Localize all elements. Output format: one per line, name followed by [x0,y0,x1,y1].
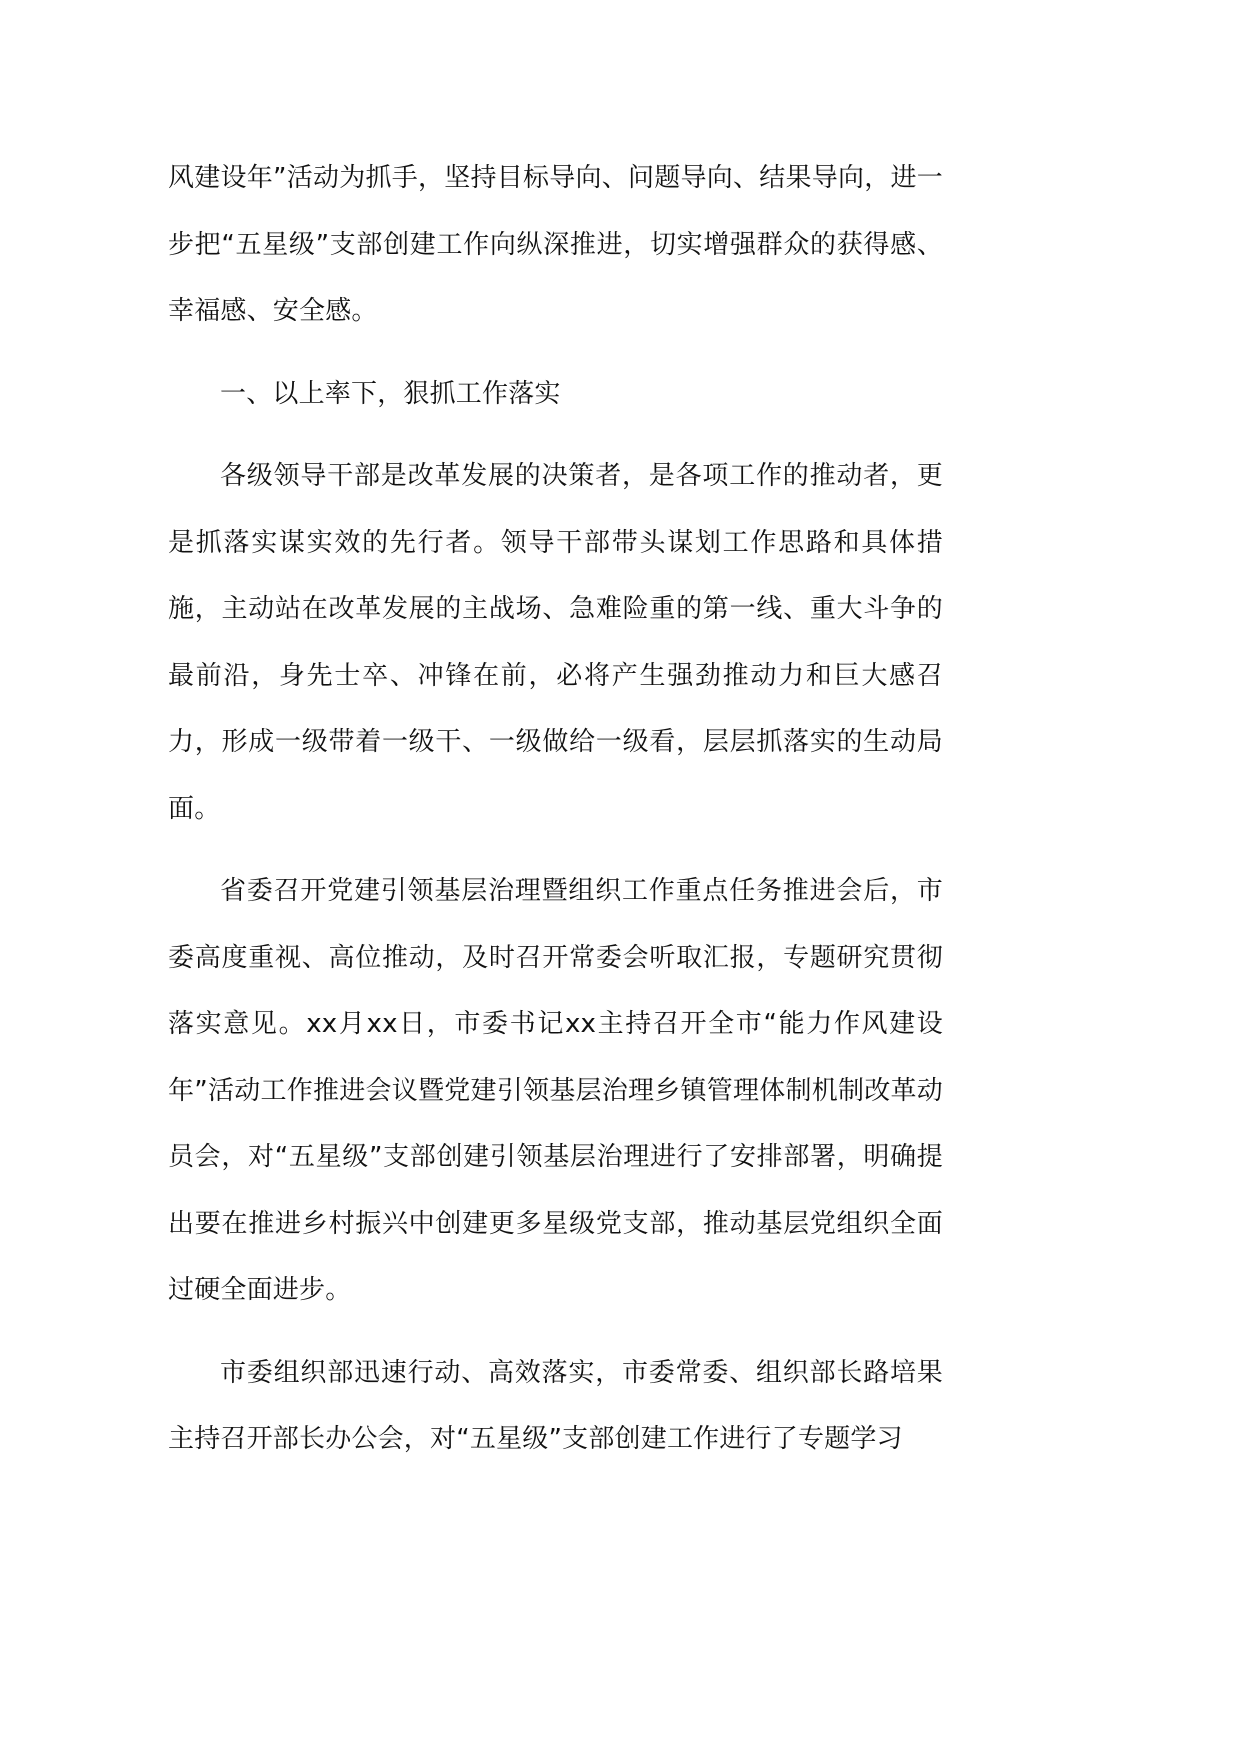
paragraph-provincial-meeting: 省委召开党建引领基层治理暨组织工作重点任务推进会后，市委高度重视、高位推动，及时召开常委会听取汇报，专题研究贯彻落实意见。xx月xx日，市委书记xx主持召开全市“能力作风建设年”活动工作推进会议暨党建引领基层治理乡镇管理体制机制改革动员会，对“五星级”支部创建引领基层治理进行了安排部署，明确提出要在推进乡村振兴中创建更多星级党支部，推动基层党组织全面过硬全面进步。 [168,876,943,1305]
paragraph-continuation: 风建设年”活动为抓手，坚持目标导向、问题导向、结果导向，进一步把“五星级”支部创建工作向纵深推进，切实增强群众的获得感、幸福感、安全感。 [168,163,943,326]
paragraph-leadership: 各级领导干部是改革发展的决策者，是各项工作的推动者，更是抓落实谋实效的先行者。领导干部带头谋划工作思路和具体措施，主动站在改革发展的主战场、急难险重的第一线、重大斗争的最前沿，身先士卒、冲锋在前，必将产生强劲推动力和巨大感召力，形成一级带着一级干、一级做给一级看，层层抓落实的生动局面。 [168,461,943,824]
section-heading: 一、以上率下，狠抓工作落实 [220,378,561,409]
paragraph-organization-department: 市委组织部迅速行动、高效落实，市委常委、组织部长路培果主持召开部长办公会，对“五星级”支部创建工作进行了专题学习 [168,1357,943,1454]
document-body [168,145,943,1473]
